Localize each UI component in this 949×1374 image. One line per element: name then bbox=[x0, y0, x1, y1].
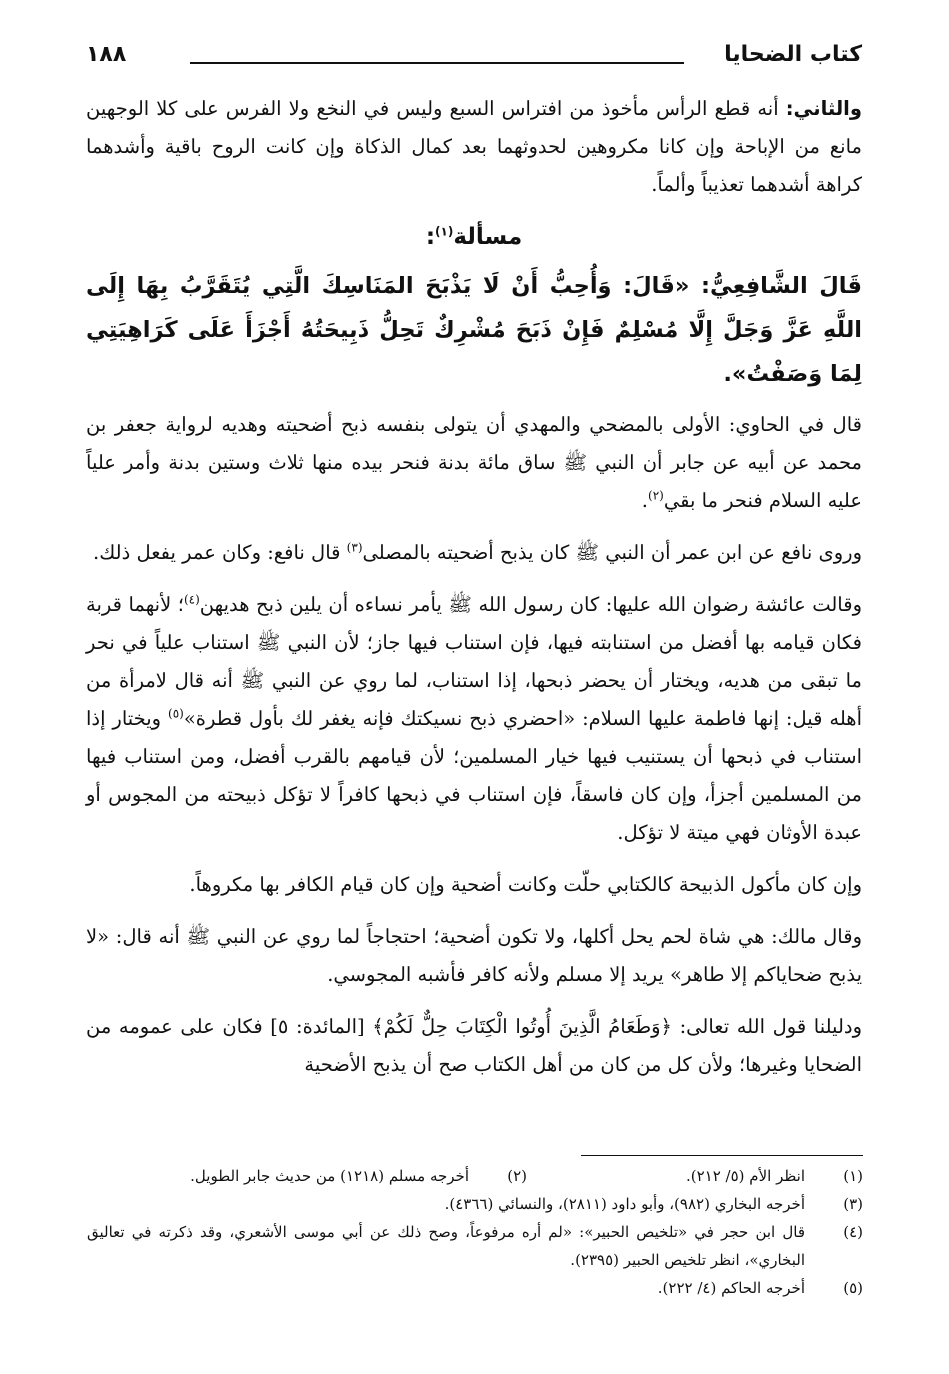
footnotes bbox=[87, 1162, 863, 1302]
footnote-ref: (١) bbox=[435, 224, 454, 239]
header-rule bbox=[190, 62, 684, 64]
footnote-rule bbox=[581, 1155, 863, 1156]
book-title: كتاب الضحايا bbox=[724, 42, 862, 67]
footnote-text: قال ابن حجر في «تلخيص الحبير»: «لم أره مرفوعاً، وصح ذلك عن أبي موسى الأشعري، وقد ذكرته في تعاليق البخاري»، انظر تلخيص الحبير (٢٣٩٥). bbox=[87, 1223, 805, 1269]
footnote-number: (٢) bbox=[507, 1167, 527, 1185]
page-header bbox=[86, 38, 862, 78]
paragraph-text: ويختار إذا استناب في ذبحها أن يستنيب فيها خيار المسلمين؛ لأن قيامهم بالقرب أفضل، ومن استناب فيها من المسلمين أجزأ، وإن كان فاسقاً، فإن استناب في ذبحها كافراً لا تؤكل ذبيحته من المجوس أو عبدة الأوثان فهي ميتة لا تؤكل. bbox=[86, 707, 862, 844]
footnote-text: انظر الأم (٥/ ٢١٢). bbox=[685, 1167, 805, 1185]
paragraph-3 bbox=[86, 534, 862, 572]
footnote-number: (١) bbox=[843, 1167, 863, 1185]
section-heading bbox=[86, 218, 862, 256]
footnote-row bbox=[87, 1162, 863, 1190]
footnote-ref: (٥) bbox=[168, 706, 184, 721]
paragraph-text: قال في الحاوي: الأولى بالمضحي والمهدي أن يتولى بنفسه ذبح أضحيته وهديه لرواية جعفر بن محمد عن أبيه عن جابر أن النبي ﷺ ساق مائة بدنة فنحر بيده منها ثلاث وستين بدنة وأمر علياً عليه السلام فنحر ما بقي bbox=[86, 413, 862, 512]
paragraph-6: وقال مالك: هي شاة لحم يحل أكلها، ولا تكون أضحية؛ احتجاجاً لما روي عن النبي ﷺ أنه قال: «لا يذبح ضحاياكم إلا طاهر» يريد إلا مسلم ولأنه كافر فأشبه المجوسي. bbox=[86, 925, 862, 986]
main-text bbox=[86, 90, 862, 1090]
paragraph-text: وقالت عائشة رضوان الله عليها: كان رسول الله ﷺ يأمر نساءه أن يلين ذبح هديهن bbox=[199, 593, 862, 616]
footnote-row bbox=[87, 1274, 863, 1302]
paragraph-7: ودليلنا قول الله تعالى: ﴿وَطَعَامُ الَّذِينَ أُوتُوا الْكِتَابَ حِلٌّ لَكُمْ﴾ [المائدة: ٥] فكان على عمومه من الضحايا وغيرها؛ ولأن كل من كان من أهل الكتاب صح أن يذبح الأضحية bbox=[86, 1015, 862, 1076]
footnote-number: (٥) bbox=[843, 1279, 863, 1297]
paragraph-text: أنه قطع الرأس مأخوذ من افتراس السبع وليس في النخع ولا الفرس على كلا الوجهين مانع من الإباحة وإن كانا مكروهين لحدوثهما بعد كمال الذكاة وإن كانت الروح باقية وأشدهما كراهة أشدهما تعذيباً وألماً. bbox=[86, 97, 862, 196]
heading-colon: : bbox=[425, 224, 436, 250]
paragraph-lead: والثاني: bbox=[785, 97, 862, 120]
footnote-ref: (٣) bbox=[346, 540, 363, 555]
paragraph-1 bbox=[86, 90, 862, 204]
paragraph-end: . bbox=[641, 489, 648, 512]
paragraph-text: ؛ لأنهما قربة فكان قيامه بها أفضل من استنابته فيها، فإن استناب فيها جاز؛ لأن النبي ﷺ استناب علياً في نحر ما تبقى من هديه، ويختار أن يحضر ذبحها، إذا استناب، لما روي عن النبي ﷺ أنه قال لامرأة من أهله قيل: إنها فاطمة عليها السلام: «احضري ذبح نسيكتك فإنه يغفر لك بأول قطرة» bbox=[86, 593, 862, 730]
page-number: ١٨٨ bbox=[86, 42, 127, 67]
paragraph-2 bbox=[86, 406, 862, 520]
footnote-ref: (٤) bbox=[183, 592, 200, 607]
paragraph-5: وإن كان مأكول الذبيحة كالكتابي حلّت وكانت أضحية وإن كان قيام الكافر بها مكروهاً. bbox=[189, 873, 862, 896]
shafii-quote: قَالَ الشَّافِعِيُّ: «قَالَ: وَأُحِبُّ أَنْ لَا يَذْبَحَ المَنَاسِكَ الَّتِي يُتَقَرَّبُ بِهَا إِلَى اللَّهِ عَزَّ وَجَلَّ إِلَّا مُسْلِمٌ فَإِنْ ذَبَحَ مُشْرِكٌ تَحِلُّ ذَبِيحَتُهُ أَجْزَأَ عَلَى كَرَاهِيَتِي لِمَا وَصَفْتُ». bbox=[86, 273, 862, 387]
footnote-ref: (٢) bbox=[648, 488, 664, 503]
paragraph-text: قال نافع: وكان عمر يفعل ذلك. bbox=[93, 541, 347, 564]
footnote-number: (٣) bbox=[843, 1195, 863, 1213]
footnote-text: أخرجه الحاكم (٤/ ٢٢٢). bbox=[657, 1279, 805, 1297]
footnote-row bbox=[87, 1190, 863, 1218]
footnote-number: (٤) bbox=[843, 1223, 863, 1241]
paragraph-4 bbox=[86, 586, 862, 852]
footnote-row bbox=[87, 1218, 863, 1274]
heading-word: مسألة bbox=[453, 224, 523, 250]
footnote-text: أخرجه البخاري (٩٨٢)، وأبو داود (٢٨١١)، والنسائي (٤٣٦٦). bbox=[444, 1195, 805, 1213]
paragraph-text: وروى نافع عن ابن عمر أن النبي ﷺ كان يذبح أضحيته بالمصلى bbox=[362, 541, 862, 564]
footnote-text: أخرجه مسلم (١٢١٨) من حديث جابر الطويل. bbox=[190, 1167, 469, 1185]
